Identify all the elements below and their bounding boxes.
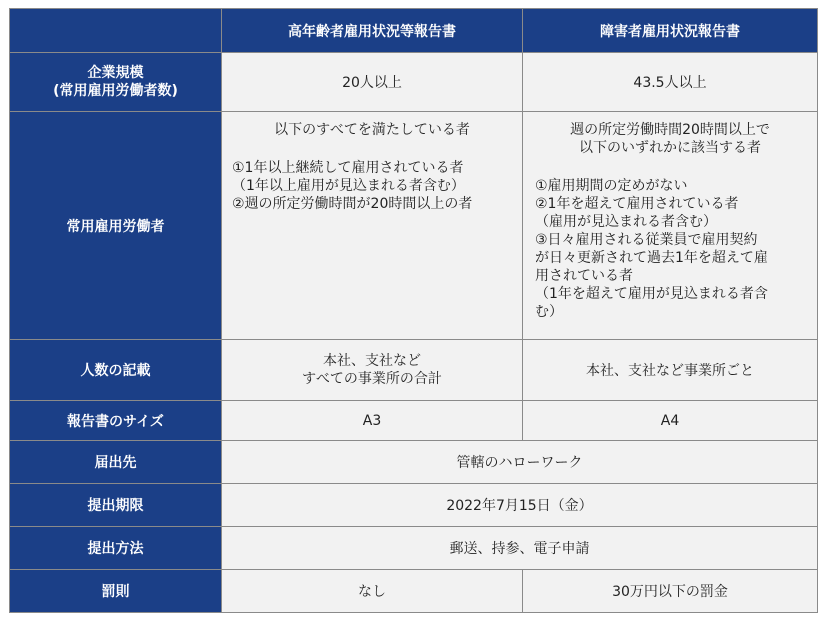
deadline-value: 2022年7月15日（金）: [222, 484, 818, 527]
disability-item: 用されている者: [535, 268, 633, 284]
row-report-size: [10, 401, 818, 441]
disability-item: ②1年を超えて雇用されている者: [535, 196, 739, 212]
row-company-size: [10, 53, 818, 112]
row-deadline: [10, 484, 818, 527]
headcount-elderly: [222, 340, 523, 401]
penalty-elderly: なし: [222, 570, 523, 613]
label-company-size-line1: 企業規模: [87, 65, 144, 81]
label-company-size-line2: (常用雇用労働者数): [53, 83, 178, 99]
method-value: 郵送、持参、電子申請: [222, 527, 818, 570]
label-headcount: 人数の記載: [10, 340, 222, 401]
headcount-elderly-line2: すべての事業所の合計: [302, 371, 442, 387]
disability-item: （雇用が見込まれる者含む）: [535, 214, 717, 230]
company-size-elderly: 20人以上: [222, 53, 523, 112]
disability-item: が日々更新されて過去1年を超えて雇: [535, 250, 768, 266]
label-regular-workers: 常用雇用労働者: [10, 112, 222, 340]
row-penalty: [10, 570, 818, 613]
company-size-disability: 43.5人以上: [523, 53, 818, 112]
comparison-table: [9, 8, 818, 613]
disability-intro-line1: 週の所定労働時間20時間以上で: [570, 122, 770, 138]
label-penalty: 罰則: [10, 570, 222, 613]
row-submit-to: [10, 441, 818, 484]
label-submit-to: 届出先: [10, 441, 222, 484]
report-size-disability: A4: [523, 401, 818, 441]
submit-to-value: 管轄のハローワーク: [222, 441, 818, 484]
disability-item: ③日々雇用される従業員で雇用契約: [535, 232, 758, 248]
elderly-item: ②週の所定労働時間が20時間以上の者: [232, 196, 473, 212]
headcount-disability: 本社、支社など事業所ごと: [523, 340, 818, 401]
disability-item: （1年を超えて雇用が見込まれる者含: [535, 286, 768, 302]
label-deadline: 提出期限: [10, 484, 222, 527]
header-corner: [10, 9, 222, 53]
header-row: [10, 9, 818, 53]
label-company-size: [10, 53, 222, 112]
elderly-item: ①1年以上継続して雇用されている者: [232, 160, 464, 176]
header-elderly-report: 高年齢者雇用状況等報告書: [222, 9, 523, 53]
row-method: [10, 527, 818, 570]
row-headcount: [10, 340, 818, 401]
header-disability-report: 障害者雇用状況報告書: [523, 9, 818, 53]
regular-workers-disability: [523, 112, 818, 340]
disability-intro-line2: 以下のいずれかに該当する者: [579, 140, 761, 156]
report-size-elderly: A3: [222, 401, 523, 441]
elderly-intro: 以下のすべてを満たしている者: [274, 122, 470, 138]
disability-item: む）: [535, 304, 563, 320]
disability-item: ①雇用期間の定めがない: [535, 178, 688, 194]
row-regular-workers: [10, 112, 818, 340]
label-report-size: 報告書のサイズ: [10, 401, 222, 441]
elderly-item: （1年以上雇用が見込まれる者含む）: [232, 178, 465, 194]
label-method: 提出方法: [10, 527, 222, 570]
regular-workers-elderly: [222, 112, 523, 340]
penalty-disability: 30万円以下の罰金: [523, 570, 818, 613]
headcount-elderly-line1: 本社、支社など: [323, 353, 421, 369]
